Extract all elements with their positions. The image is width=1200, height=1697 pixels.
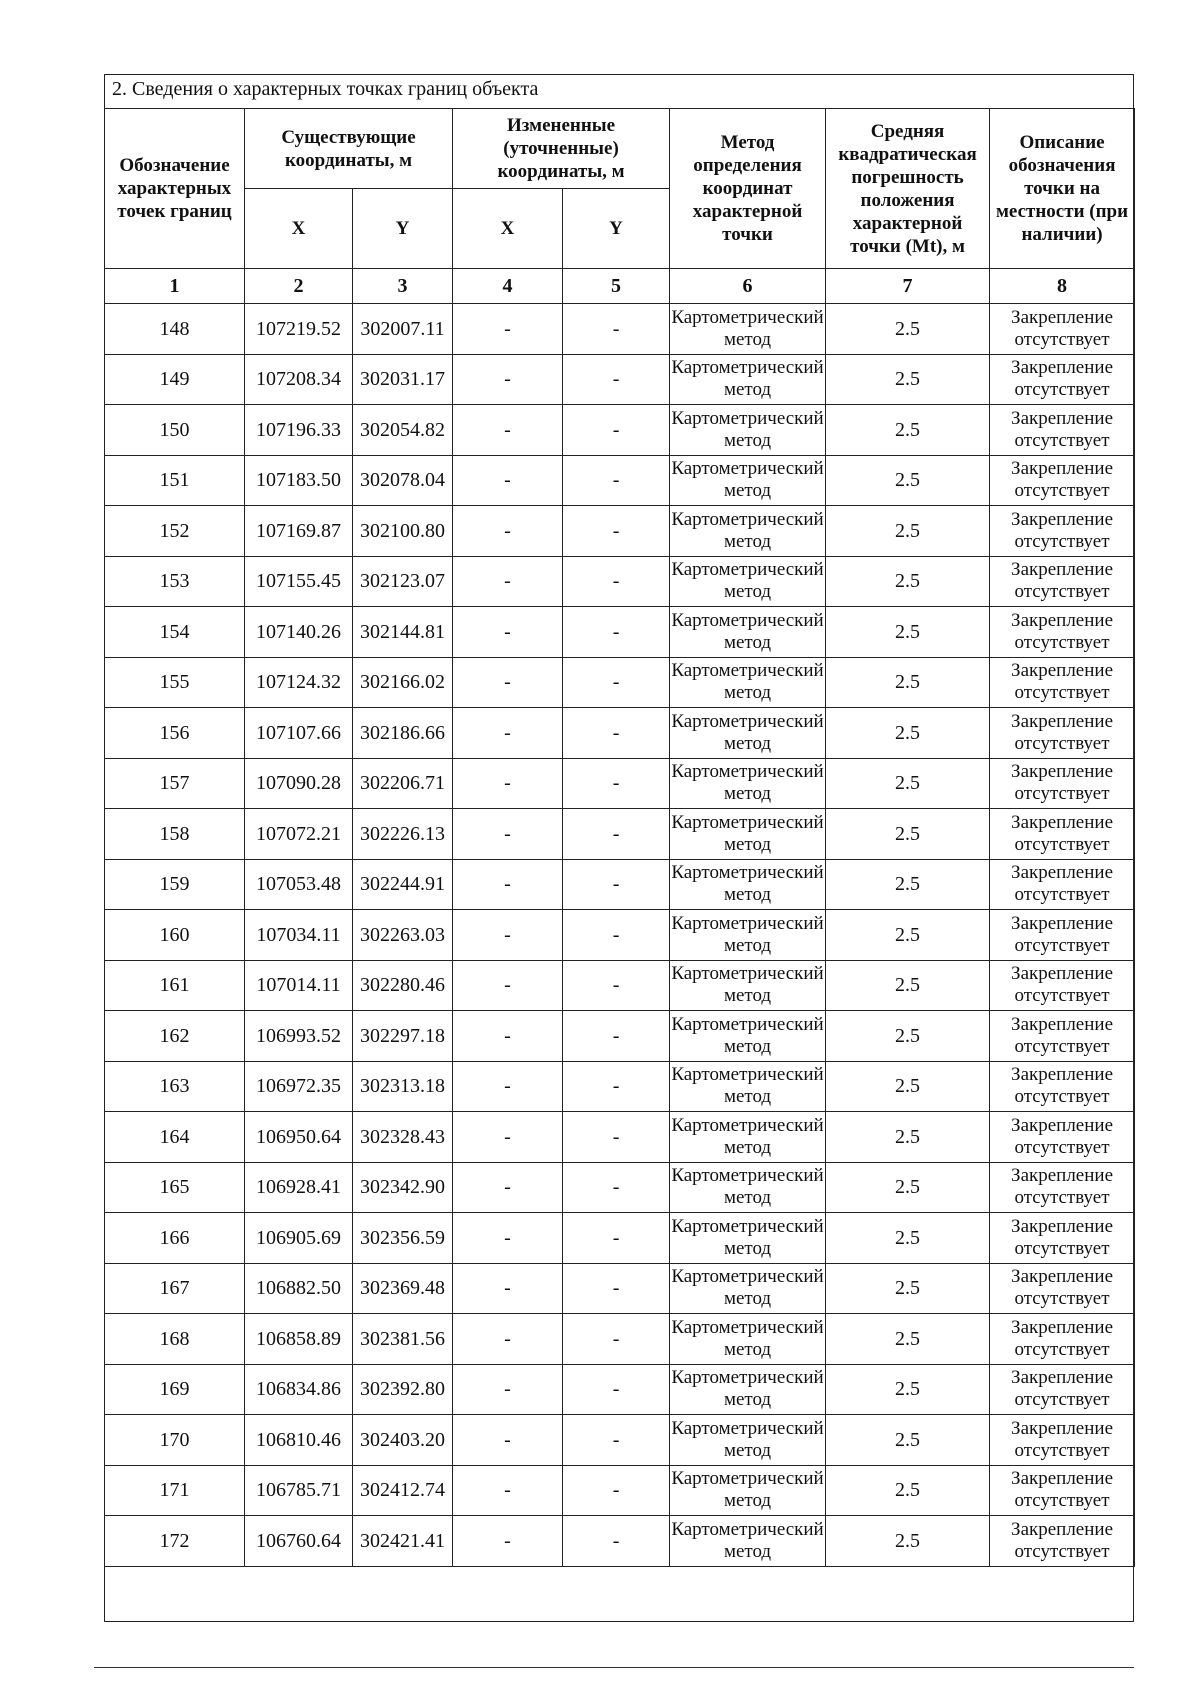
table-row	[105, 405, 1135, 456]
cell-method: Картометрический метод	[670, 758, 826, 809]
cell-method: Картометрический метод	[670, 506, 826, 557]
cell-description: Закрепление отсутствует	[990, 1314, 1135, 1365]
cell-mt-error: 2.5	[826, 455, 990, 506]
table-row	[105, 809, 1135, 860]
cell-description: Закрепление отсутствует	[990, 304, 1135, 355]
header-changed-y: Y	[563, 189, 670, 269]
cell-mt-error: 2.5	[826, 405, 990, 456]
cell-changed-x: -	[453, 708, 563, 759]
cell-changed-x: -	[453, 758, 563, 809]
cell-changed-y: -	[563, 1011, 670, 1062]
cell-changed-y: -	[563, 1112, 670, 1163]
header-changed-coords: Измененные (уточненные) координаты, м	[453, 109, 670, 189]
cell-existing-x: 107090.28	[245, 758, 353, 809]
cell-point-id: 170	[105, 1415, 245, 1466]
cell-existing-y: 302369.48	[353, 1263, 453, 1314]
cell-changed-y: -	[563, 1516, 670, 1567]
cell-existing-y: 302313.18	[353, 1061, 453, 1112]
cell-point-id: 158	[105, 809, 245, 860]
cell-changed-y: -	[563, 859, 670, 910]
cell-existing-x: 106858.89	[245, 1314, 353, 1365]
cell-existing-y: 302244.91	[353, 859, 453, 910]
table-row	[105, 506, 1135, 557]
table-row	[105, 708, 1135, 759]
cell-mt-error: 2.5	[826, 1162, 990, 1213]
cell-existing-x: 106993.52	[245, 1011, 353, 1062]
cell-description: Закрепление отсутствует	[990, 1061, 1135, 1112]
column-number: 1	[105, 269, 245, 304]
cell-changed-y: -	[563, 809, 670, 860]
cell-description: Закрепление отсутствует	[990, 405, 1135, 456]
bottom-rule	[94, 1667, 1134, 1668]
cell-description: Закрепление отсутствует	[990, 910, 1135, 961]
header-method: Метод определения координат характерной точки	[670, 109, 826, 269]
cell-existing-y: 302144.81	[353, 607, 453, 658]
cell-description: Закрепление отсутствует	[990, 1364, 1135, 1415]
cell-point-id: 164	[105, 1112, 245, 1163]
cell-point-id: 163	[105, 1061, 245, 1112]
cell-changed-x: -	[453, 405, 563, 456]
cell-existing-y: 302031.17	[353, 354, 453, 405]
cell-method: Картометрический метод	[670, 607, 826, 658]
cell-changed-x: -	[453, 556, 563, 607]
cell-existing-x: 107124.32	[245, 657, 353, 708]
cell-changed-y: -	[563, 354, 670, 405]
cell-description: Закрепление отсутствует	[990, 354, 1135, 405]
cell-method: Картометрический метод	[670, 657, 826, 708]
cell-existing-x: 106882.50	[245, 1263, 353, 1314]
cell-description: Закрепление отсутствует	[990, 1213, 1135, 1264]
cell-mt-error: 2.5	[826, 1415, 990, 1466]
cell-existing-y: 302280.46	[353, 960, 453, 1011]
table-row	[105, 1011, 1135, 1062]
cell-point-id: 169	[105, 1364, 245, 1415]
cell-changed-x: -	[453, 1011, 563, 1062]
cell-changed-x: -	[453, 1314, 563, 1365]
cell-existing-x: 106905.69	[245, 1213, 353, 1264]
cell-existing-x: 106972.35	[245, 1061, 353, 1112]
table-row	[105, 1314, 1135, 1365]
table-row	[105, 859, 1135, 910]
cell-mt-error: 2.5	[826, 809, 990, 860]
cell-changed-x: -	[453, 1364, 563, 1415]
cell-existing-x: 107053.48	[245, 859, 353, 910]
header-existing-x: X	[245, 189, 353, 269]
cell-description: Закрепление отсутствует	[990, 1465, 1135, 1516]
cell-mt-error: 2.5	[826, 1465, 990, 1516]
cell-changed-x: -	[453, 1465, 563, 1516]
header-existing-coords: Существующие координаты, м	[245, 109, 453, 189]
cell-existing-x: 107219.52	[245, 304, 353, 355]
cell-existing-y: 302100.80	[353, 506, 453, 557]
cell-changed-y: -	[563, 455, 670, 506]
cell-changed-x: -	[453, 859, 563, 910]
table-row	[105, 657, 1135, 708]
cell-existing-y: 302123.07	[353, 556, 453, 607]
table-row	[105, 1213, 1135, 1264]
cell-point-id: 151	[105, 455, 245, 506]
cell-description: Закрепление отсутствует	[990, 1011, 1135, 1062]
cell-point-id: 153	[105, 556, 245, 607]
cell-changed-x: -	[453, 1213, 563, 1264]
cell-existing-x: 107208.34	[245, 354, 353, 405]
cell-method: Картометрический метод	[670, 910, 826, 961]
cell-existing-y: 302342.90	[353, 1162, 453, 1213]
cell-point-id: 148	[105, 304, 245, 355]
cell-existing-x: 106760.64	[245, 1516, 353, 1567]
cell-point-id: 160	[105, 910, 245, 961]
cell-changed-y: -	[563, 506, 670, 557]
cell-description: Закрепление отсутствует	[990, 506, 1135, 557]
cell-method: Картометрический метод	[670, 1112, 826, 1163]
cell-point-id: 157	[105, 758, 245, 809]
cell-point-id: 162	[105, 1011, 245, 1062]
cell-changed-y: -	[563, 1061, 670, 1112]
cell-changed-y: -	[563, 910, 670, 961]
cell-changed-y: -	[563, 1162, 670, 1213]
cell-changed-y: -	[563, 607, 670, 658]
cell-point-id: 155	[105, 657, 245, 708]
cell-mt-error: 2.5	[826, 910, 990, 961]
table-row	[105, 1516, 1135, 1567]
cell-existing-x: 107107.66	[245, 708, 353, 759]
cell-changed-y: -	[563, 960, 670, 1011]
cell-point-id: 171	[105, 1465, 245, 1516]
cell-existing-x: 106810.46	[245, 1415, 353, 1466]
cell-mt-error: 2.5	[826, 304, 990, 355]
cell-changed-y: -	[563, 1314, 670, 1365]
cell-mt-error: 2.5	[826, 960, 990, 1011]
cell-method: Картометрический метод	[670, 960, 826, 1011]
cell-description: Закрепление отсутствует	[990, 1263, 1135, 1314]
cell-mt-error: 2.5	[826, 506, 990, 557]
cell-method: Картометрический метод	[670, 1213, 826, 1264]
cell-existing-x: 106834.86	[245, 1364, 353, 1415]
table-row	[105, 960, 1135, 1011]
cell-existing-x: 107014.11	[245, 960, 353, 1011]
table-row	[105, 1162, 1135, 1213]
cell-changed-y: -	[563, 1213, 670, 1264]
cell-description: Закрепление отсутствует	[990, 657, 1135, 708]
cell-point-id: 167	[105, 1263, 245, 1314]
cell-method: Картометрический метод	[670, 1011, 826, 1062]
cell-description: Закрепление отсутствует	[990, 960, 1135, 1011]
cell-mt-error: 2.5	[826, 556, 990, 607]
cell-mt-error: 2.5	[826, 354, 990, 405]
table-row	[105, 1364, 1135, 1415]
cell-existing-x: 107169.87	[245, 506, 353, 557]
cell-method: Картометрический метод	[670, 1263, 826, 1314]
cell-changed-y: -	[563, 1465, 670, 1516]
header-changed-x: X	[453, 189, 563, 269]
cell-existing-x: 106785.71	[245, 1465, 353, 1516]
cell-description: Закрепление отсутствует	[990, 708, 1135, 759]
cell-mt-error: 2.5	[826, 657, 990, 708]
cell-description: Закрепление отсутствует	[990, 1516, 1135, 1567]
cell-existing-x: 107155.45	[245, 556, 353, 607]
cell-point-id: 149	[105, 354, 245, 405]
cell-existing-x: 107183.50	[245, 455, 353, 506]
cell-existing-x: 107034.11	[245, 910, 353, 961]
cell-existing-y: 302054.82	[353, 405, 453, 456]
cell-changed-y: -	[563, 405, 670, 456]
cell-existing-y: 302186.66	[353, 708, 453, 759]
cell-method: Картометрический метод	[670, 809, 826, 860]
column-number: 2	[245, 269, 353, 304]
cell-mt-error: 2.5	[826, 1364, 990, 1415]
cell-description: Закрепление отсутствует	[990, 556, 1135, 607]
cell-method: Картометрический метод	[670, 708, 826, 759]
column-number: 3	[353, 269, 453, 304]
cell-method: Картометрический метод	[670, 1364, 826, 1415]
cell-mt-error: 2.5	[826, 859, 990, 910]
column-number-row	[105, 269, 1135, 304]
cell-mt-error: 2.5	[826, 1011, 990, 1062]
cell-method: Картометрический метод	[670, 859, 826, 910]
cell-mt-error: 2.5	[826, 1263, 990, 1314]
cell-mt-error: 2.5	[826, 1314, 990, 1365]
cell-method: Картометрический метод	[670, 405, 826, 456]
table-row	[105, 1465, 1135, 1516]
cell-existing-y: 302226.13	[353, 809, 453, 860]
cell-existing-y: 302206.71	[353, 758, 453, 809]
cell-existing-x: 107072.21	[245, 809, 353, 860]
cell-existing-y: 302381.56	[353, 1314, 453, 1365]
cell-mt-error: 2.5	[826, 1213, 990, 1264]
cell-existing-y: 302392.80	[353, 1364, 453, 1415]
cell-point-id: 165	[105, 1162, 245, 1213]
column-number: 6	[670, 269, 826, 304]
cell-changed-x: -	[453, 607, 563, 658]
header-existing-y: Y	[353, 189, 453, 269]
cell-point-id: 161	[105, 960, 245, 1011]
cell-method: Картометрический метод	[670, 1516, 826, 1567]
cell-changed-y: -	[563, 657, 670, 708]
table-row	[105, 556, 1135, 607]
cell-changed-y: -	[563, 304, 670, 355]
cell-method: Картометрический метод	[670, 1314, 826, 1365]
cell-mt-error: 2.5	[826, 708, 990, 759]
cell-changed-y: -	[563, 1263, 670, 1314]
cell-existing-y: 302356.59	[353, 1213, 453, 1264]
cell-existing-x: 106928.41	[245, 1162, 353, 1213]
cell-changed-y: -	[563, 1415, 670, 1466]
cell-description: Закрепление отсутствует	[990, 758, 1135, 809]
cell-method: Картометрический метод	[670, 455, 826, 506]
cell-existing-y: 302412.74	[353, 1465, 453, 1516]
column-number: 4	[453, 269, 563, 304]
cell-description: Закрепление отсутствует	[990, 859, 1135, 910]
column-number: 5	[563, 269, 670, 304]
cell-point-id: 166	[105, 1213, 245, 1264]
cell-changed-x: -	[453, 809, 563, 860]
cell-description: Закрепление отсутствует	[990, 1112, 1135, 1163]
cell-changed-y: -	[563, 708, 670, 759]
cell-description: Закрепление отсутствует	[990, 455, 1135, 506]
table-row	[105, 1061, 1135, 1112]
points-body	[105, 304, 1135, 1567]
table-row	[105, 1112, 1135, 1163]
cell-method: Картометрический метод	[670, 304, 826, 355]
cell-changed-x: -	[453, 1112, 563, 1163]
cell-existing-y: 302403.20	[353, 1415, 453, 1466]
cell-changed-y: -	[563, 556, 670, 607]
cell-changed-y: -	[563, 1364, 670, 1415]
cell-existing-y: 302007.11	[353, 304, 453, 355]
cell-point-id: 150	[105, 405, 245, 456]
cell-changed-x: -	[453, 455, 563, 506]
cell-mt-error: 2.5	[826, 1061, 990, 1112]
cell-existing-x: 107140.26	[245, 607, 353, 658]
section-caption: 2. Сведения о характерных точках границ объекта	[112, 78, 539, 100]
cell-method: Картометрический метод	[670, 1061, 826, 1112]
table-row	[105, 607, 1135, 658]
table-row	[105, 910, 1135, 961]
cell-changed-x: -	[453, 1061, 563, 1112]
cell-point-id: 172	[105, 1516, 245, 1567]
cell-existing-x: 106950.64	[245, 1112, 353, 1163]
cell-description: Закрепление отсутствует	[990, 809, 1135, 860]
cell-description: Закрепление отсутствует	[990, 1415, 1135, 1466]
cell-changed-x: -	[453, 354, 563, 405]
cell-mt-error: 2.5	[826, 1516, 990, 1567]
header-description: Описание обозначения точки на местности (при наличии)	[990, 109, 1135, 269]
header-designation: Обозначение характерных точек границ	[105, 109, 245, 269]
cell-mt-error: 2.5	[826, 1112, 990, 1163]
cell-changed-x: -	[453, 1516, 563, 1567]
cell-point-id: 156	[105, 708, 245, 759]
column-number: 8	[990, 269, 1135, 304]
boundary-points-table	[104, 108, 1135, 1567]
table-row	[105, 455, 1135, 506]
table-row	[105, 354, 1135, 405]
header-error: Средняя квадратическая погрешность положения характерной точки (Mt), м	[826, 109, 990, 269]
column-number: 7	[826, 269, 990, 304]
cell-point-id: 154	[105, 607, 245, 658]
cell-changed-x: -	[453, 657, 563, 708]
cell-changed-x: -	[453, 1162, 563, 1213]
table-row	[105, 1263, 1135, 1314]
cell-changed-x: -	[453, 910, 563, 961]
cell-method: Картометрический метод	[670, 556, 826, 607]
cell-existing-y: 302166.02	[353, 657, 453, 708]
cell-point-id: 152	[105, 506, 245, 557]
cell-method: Картометрический метод	[670, 1415, 826, 1466]
cell-method: Картометрический метод	[670, 1162, 826, 1213]
cell-existing-y: 302328.43	[353, 1112, 453, 1163]
cell-existing-y: 302078.04	[353, 455, 453, 506]
cell-changed-y: -	[563, 758, 670, 809]
cell-mt-error: 2.5	[826, 607, 990, 658]
cell-changed-x: -	[453, 1415, 563, 1466]
table-row	[105, 758, 1135, 809]
cell-point-id: 159	[105, 859, 245, 910]
cell-changed-x: -	[453, 960, 563, 1011]
cell-method: Картометрический метод	[670, 1465, 826, 1516]
cell-method: Картометрический метод	[670, 354, 826, 405]
cell-existing-y: 302297.18	[353, 1011, 453, 1062]
table-row	[105, 304, 1135, 355]
cell-changed-x: -	[453, 506, 563, 557]
cell-changed-x: -	[453, 304, 563, 355]
cell-description: Закрепление отсутствует	[990, 1162, 1135, 1213]
cell-existing-y: 302263.03	[353, 910, 453, 961]
cell-description: Закрепление отсутствует	[990, 607, 1135, 658]
cell-existing-x: 107196.33	[245, 405, 353, 456]
cell-point-id: 168	[105, 1314, 245, 1365]
cell-mt-error: 2.5	[826, 758, 990, 809]
cell-existing-y: 302421.41	[353, 1516, 453, 1567]
table-row	[105, 1415, 1135, 1466]
cell-changed-x: -	[453, 1263, 563, 1314]
